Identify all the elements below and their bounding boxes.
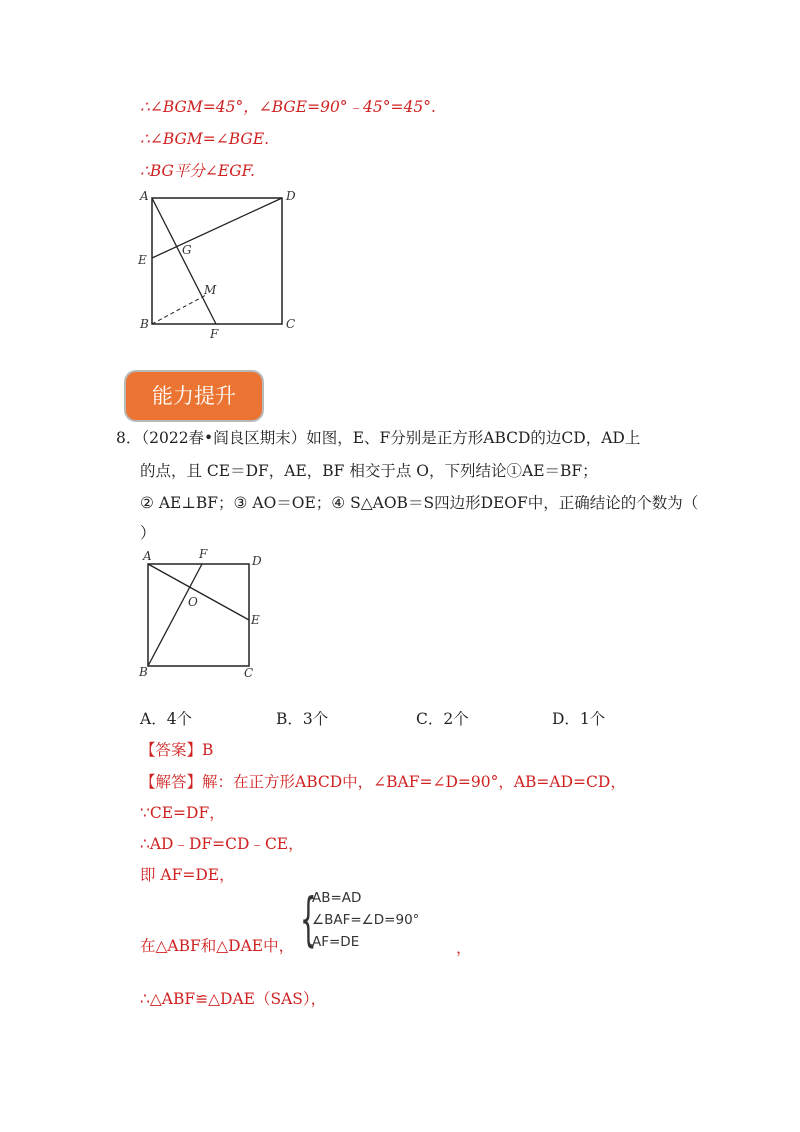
label-b: B xyxy=(139,665,148,679)
solution-line-5-prefix: 在△ABF和△DAE中， xyxy=(140,937,295,955)
question-line-2: 的点，且 CE＝DF，AE，BF 相交于点 O，下列结论①AE＝BF； xyxy=(140,462,598,480)
label-g: G xyxy=(182,243,192,257)
proof-line-3: ∴BG平分∠EGF. xyxy=(140,162,255,180)
solution-line-1: 【解答】解：在正方形ABCD中，∠BAF=∠D=90°，AB=AD=CD， xyxy=(140,773,626,791)
label-c: C xyxy=(244,666,254,680)
label-b: B xyxy=(140,317,149,331)
solution-line-4: 即 AF=DE， xyxy=(140,866,235,884)
question-line-4: ） xyxy=(140,524,156,542)
line-bm-dashed xyxy=(152,295,206,324)
label-m: M xyxy=(204,283,217,297)
answer-label: 【答案】B xyxy=(140,741,214,759)
label-a: A xyxy=(140,189,149,203)
proof-line-2: ∴∠BGM=∠BGE. xyxy=(140,130,270,148)
label-d: D xyxy=(286,189,296,203)
solution-line-2: ∵CE=DF， xyxy=(140,804,225,822)
label-e: E xyxy=(138,253,147,267)
line-ed xyxy=(152,198,282,258)
label-o: O xyxy=(188,595,198,609)
figure-square-bgm xyxy=(130,186,310,346)
line-ae xyxy=(148,564,249,620)
solution-line-6: ∴△ABF≌△DAE（SAS）， xyxy=(140,990,327,1008)
brace-icon: { xyxy=(300,885,317,953)
label-f: F xyxy=(199,547,208,561)
section-badge: 能力提升 xyxy=(126,372,262,420)
option-a: A．4个 xyxy=(140,710,193,728)
label-d: D xyxy=(252,554,262,568)
proof-line-1: ∴∠BGM=45°，∠BGE=90°﹣45°=45°. xyxy=(140,98,436,116)
line-af xyxy=(152,198,216,324)
option-b: B．3个 xyxy=(276,710,329,728)
label-f: F xyxy=(210,327,219,341)
square-abcd xyxy=(148,564,249,666)
system-row-1: AB=AD xyxy=(312,890,362,906)
system-row-3: AF=DE xyxy=(312,934,360,950)
solution-line-5-suffix: ， xyxy=(456,939,472,957)
question-line-1: 8．（2022春•阎良区期末）如图，E、F分别是正方形ABCD的边CD，AD上 xyxy=(116,429,641,447)
label-c: C xyxy=(286,317,296,331)
system-row-2: ∠BAF=∠D=90° xyxy=(312,912,420,928)
label-a: A xyxy=(143,549,152,563)
question-line-3: ② AE⊥BF；③ AO＝OE；④ S△AOB＝S四边形DEOF中，正确结论的个数为（ xyxy=(140,494,699,512)
option-c: C．2个 xyxy=(416,710,469,728)
label-e: E xyxy=(251,613,260,627)
solution-line-3: ∴AD﹣DF=CD﹣CE， xyxy=(140,835,304,853)
figure-square-abcd-oe xyxy=(134,546,274,682)
square-abcd xyxy=(152,198,282,324)
option-d: D．1个 xyxy=(552,710,606,728)
